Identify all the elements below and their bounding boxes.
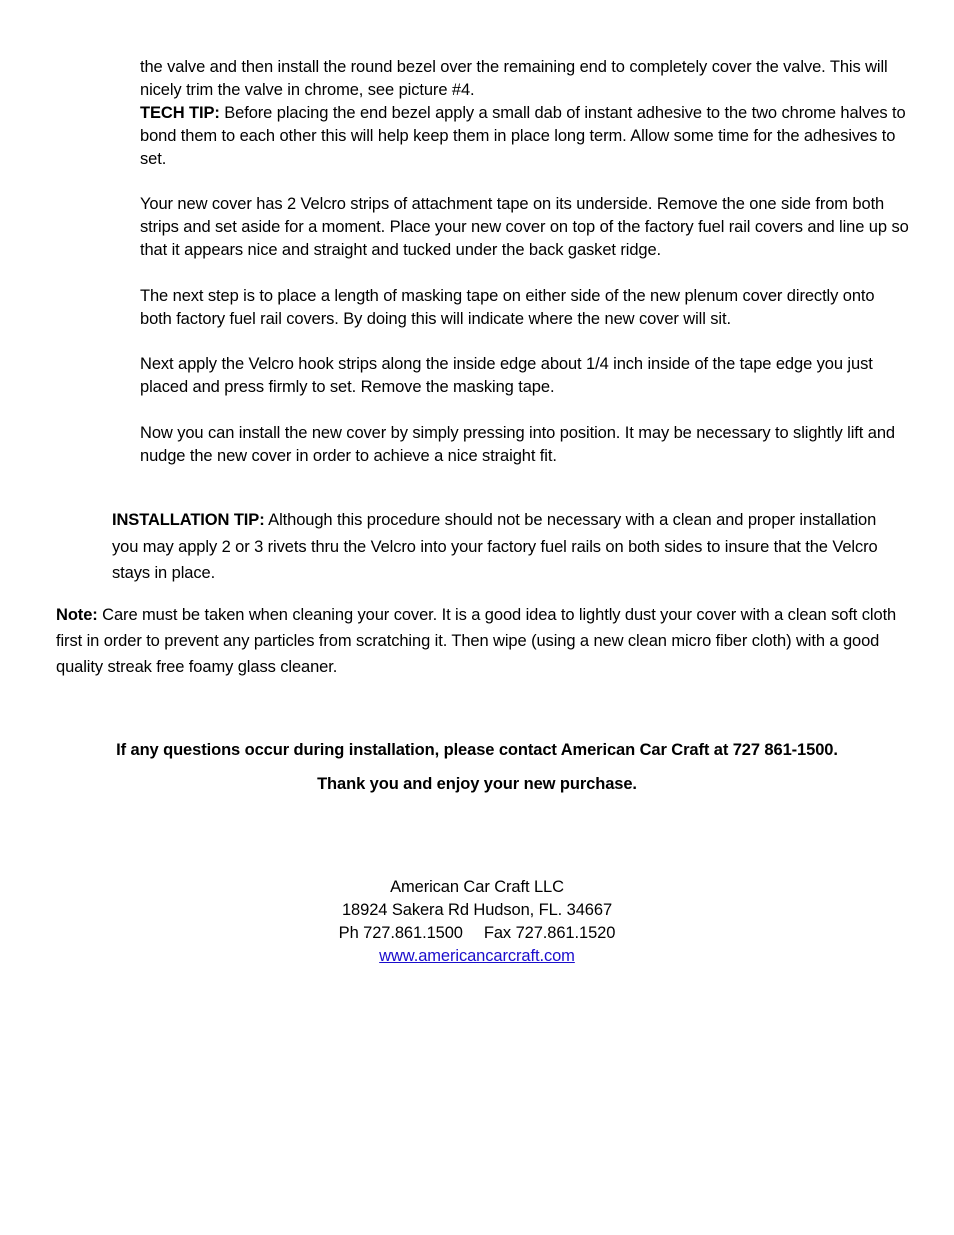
company-website-link[interactable]: www.americancarcraft.com bbox=[379, 947, 575, 965]
company-name: American Car Craft LLC bbox=[390, 878, 564, 896]
company-phone: Ph 727.861.1500 bbox=[338, 924, 463, 942]
paragraph-masking-tape: The next step is to place a length of masking tape on either side of the new plenum cover directly onto both factory fuel rail covers. By doing this will indicate where the new cover will sit. bbox=[140, 287, 875, 328]
cleaning-note bbox=[56, 602, 916, 680]
installation-tip-label: INSTALLATION TIP: bbox=[112, 511, 265, 529]
thanks-line bbox=[0, 773, 954, 796]
paragraph-install-cover: Now you can install the new cover by simply pressing into position. It may be necessary to slightly lift and nudge the new cover in order to achieve a nice straight fit. bbox=[140, 424, 895, 465]
paragraph-valve-bezel-text: the valve and then install the round bezel over the remaining end to completely cover the valve. This will nicely trim the valve in chrome, see picture #4. bbox=[140, 58, 888, 99]
note-text: Care must be taken when cleaning your cover. It is a good idea to lightly dust your cover with a clean soft cloth first in order to prevent any particles from scratching it. Then wipe (using a new clean micro fiber cloth) with a good quality streak free foamy glass cleaner. bbox=[56, 606, 897, 676]
installation-tip-text: Although this procedure should not be necessary with a clean and proper installation you may apply 2 or 3 rivets thru the Velcro into your factory fuel rails on both sides to insure that the Velcro stays in place. bbox=[112, 511, 878, 582]
company-block bbox=[0, 876, 954, 968]
contact-line bbox=[0, 739, 954, 762]
company-address: 18924 Sakera Rd Hudson, FL. 34667 bbox=[341, 901, 613, 919]
tech-tip-text: Before placing the end bezel apply a small dab of instant adhesive to the two chrome halves to bond them to each other this will help keep them in place long term. Allow some time for the adhesives to set. bbox=[140, 104, 906, 168]
paragraph-valve-bezel bbox=[140, 56, 910, 171]
installation-tip bbox=[112, 507, 902, 587]
thanks-text: Thank you and enjoy your new purchase. bbox=[317, 775, 637, 793]
paragraph-velcro-strips: Your new cover has 2 Velcro strips of attachment tape on its underside. Remove the one side from both strips and set aside for a moment. Place your new cover on top of the factory fuel rail covers and line up so that it appears nice and straight and tucked under the back gasket ridge. bbox=[140, 195, 909, 259]
note-label: Note: bbox=[56, 606, 98, 624]
tech-tip-label: TECH TIP: bbox=[140, 104, 220, 122]
contact-text: If any questions occur during installation, please contact American Car Craft at 727 861-1500. bbox=[116, 741, 838, 759]
company-fax: Fax 727.861.1520 bbox=[483, 924, 616, 942]
company-phone-fax bbox=[0, 922, 954, 945]
paragraph-hook-strips: Next apply the Velcro hook strips along the inside edge about 1/4 inch inside of the tape edge you just placed and press firmly to set. Remove the masking tape. bbox=[140, 355, 873, 396]
